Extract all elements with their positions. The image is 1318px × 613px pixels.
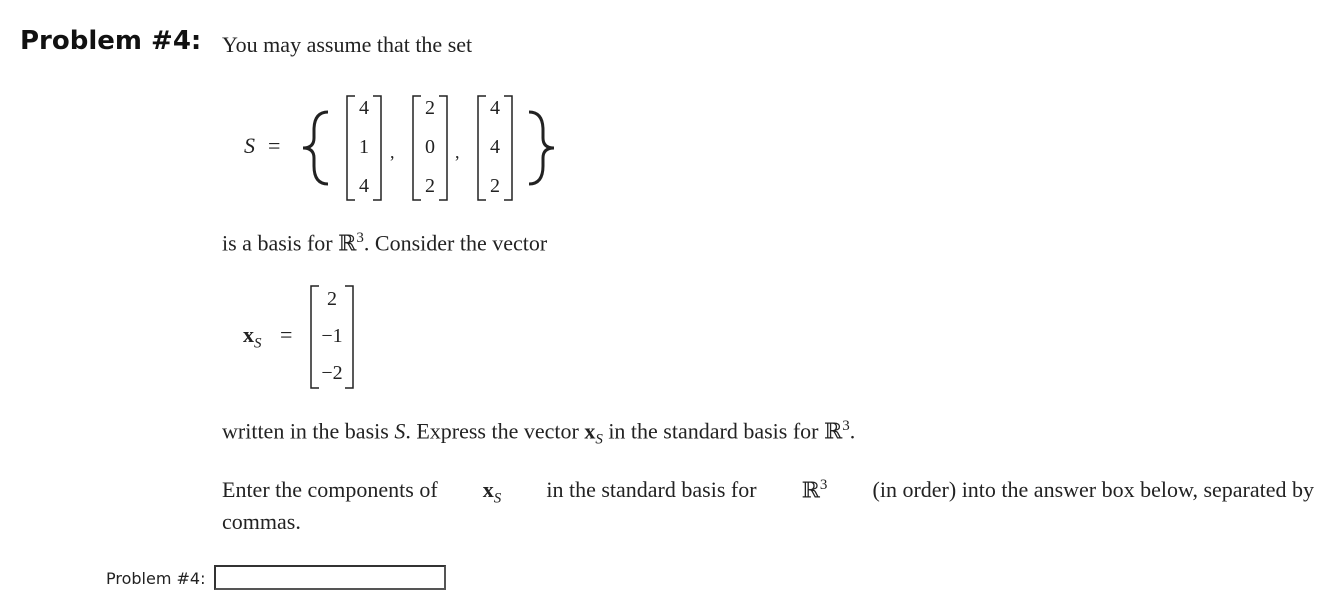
- comma-1: ,: [390, 142, 395, 162]
- right-brace: [529, 112, 554, 184]
- vector-name: $x_S$: [243, 322, 262, 352]
- basis-vector-1-entry: 1: [359, 136, 369, 158]
- basis-vector-1: [351, 98, 377, 196]
- answer-input[interactable]: [214, 565, 446, 590]
- answer-label: Problem #4:: [106, 569, 206, 588]
- set-symbol: S: [244, 133, 255, 158]
- basis-vector-3-entry: 2: [490, 175, 500, 197]
- basis-vector-2-entry: 2: [425, 97, 435, 119]
- enter-text-2: in the standard basis for: [546, 477, 757, 502]
- basis-statement: is a basis for ℝ$^3$. Consider the vector: [222, 230, 548, 256]
- basis-vector-3-entry: 4: [490, 97, 500, 119]
- set-equals: =: [268, 133, 281, 158]
- left-brace: [303, 112, 328, 184]
- basis-vector-3-entry: 4: [490, 136, 500, 158]
- basis-vector-3: [482, 98, 508, 196]
- basis-vector-1-entry: 4: [359, 175, 369, 197]
- express-instruction: written in the basis S. Express the vector $x_S$ in the standard basis for ℝ$^3$.: [222, 418, 856, 448]
- vector-x-s: [314, 289, 350, 383]
- enter-vector-symbol: $x_S$: [482, 477, 502, 507]
- enter-text-1: Enter the components of: [222, 477, 438, 502]
- vector-entry: −1: [321, 325, 343, 347]
- vector-equals: =: [280, 322, 293, 347]
- vector-entry: 2: [327, 288, 337, 310]
- enter-text-3: (in order) into the answer box below, separated by: [872, 477, 1314, 502]
- comma-2: ,: [455, 142, 460, 162]
- basis-vector-2-entry: 2: [425, 175, 435, 197]
- basis-vector-2: [417, 98, 443, 196]
- enter-instruction: [222, 477, 1314, 507]
- basis-vector-1-entry: 4: [359, 97, 369, 119]
- problem-title: Problem #4:: [20, 26, 202, 56]
- basis-vector-2-entry: 0: [425, 136, 435, 158]
- enter-instruction-continued: commas.: [222, 509, 301, 534]
- intro-text: You may assume that the set: [222, 32, 473, 57]
- vector-entry: −2: [321, 362, 343, 384]
- enter-space-symbol: ℝ$^3$: [801, 477, 828, 503]
